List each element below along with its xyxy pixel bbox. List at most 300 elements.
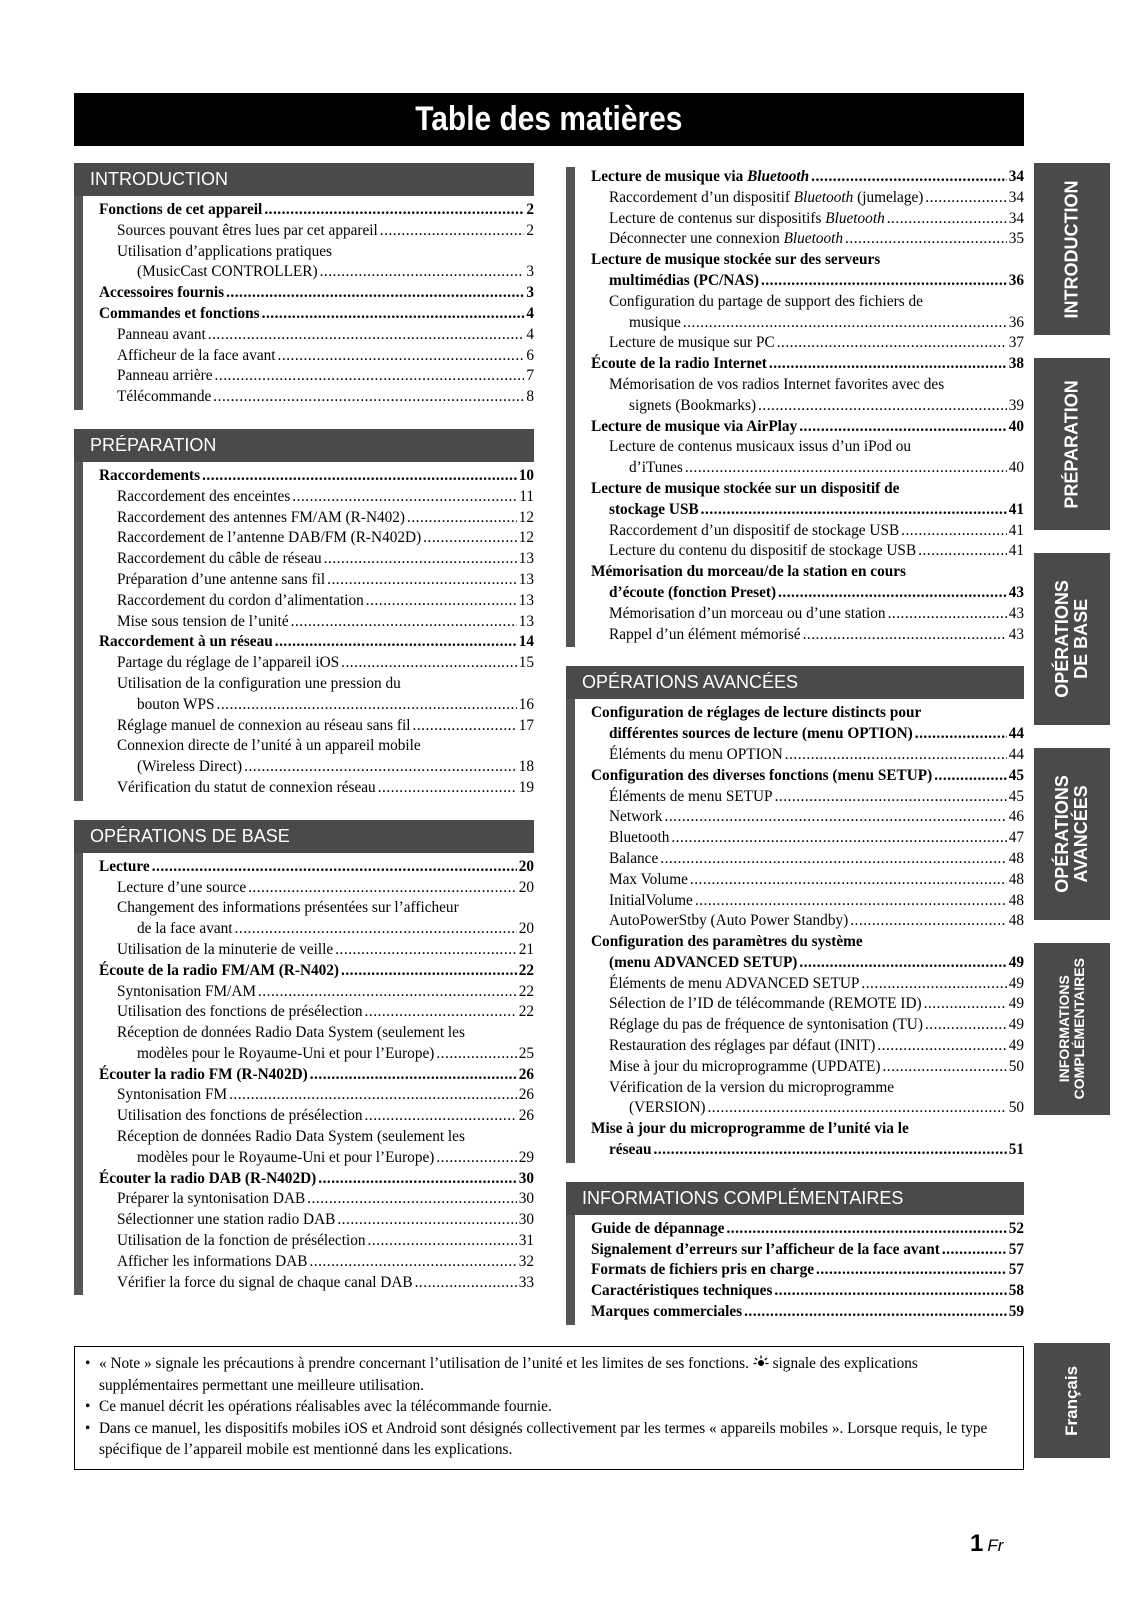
toc-entry[interactable] [591,911,1024,932]
toc-entry-page: 36 [1008,271,1024,289]
toc-entry-title: Configuration de réglages de lecture distincts pour [591,704,922,722]
toc-entry-page: 26 [518,1065,534,1083]
dot-leader [683,313,1007,334]
toc-entry-title: Sélectionner une station radio DAB [117,1211,336,1229]
toc-entry-page: 29 [518,1148,534,1166]
toc-entry-page: 35 [1008,230,1024,248]
dot-leader [335,940,516,961]
toc-entry-page: 30 [518,1190,534,1208]
dot-leader [690,870,1007,891]
toc-entries [83,853,534,1296]
dot-leader [777,333,1007,354]
toc-entry-page: 47 [1008,829,1024,847]
toc-entry-page: 26 [518,1086,534,1104]
toc-entry-page: 2 [526,201,534,218]
toc-entry [99,1127,534,1148]
toc-entry [99,242,534,263]
side-tab-operations-de-base[interactable]: OPÉRATIONS DE BASE [1034,553,1110,725]
dot-leader [850,911,1006,932]
toc-entry[interactable] [99,982,534,1003]
toc-entry[interactable] [591,994,1024,1015]
toc-entry-title: bouton WPS [137,695,215,713]
toc-entry-title: Restauration des réglages par défaut (INIT) [609,1037,876,1055]
toc-entry [591,479,1024,500]
toc-entry[interactable] [591,1260,1024,1281]
toc-entry-title: Lecture de contenus musicaux issus d’un iPod ou [609,438,912,456]
toc-entry-page: 39 [1008,396,1024,414]
dot-leader [660,849,1006,870]
toc-entry[interactable] [99,653,534,674]
toc-entry-page: 33 [518,1273,534,1291]
toc-entry[interactable] [591,953,1024,974]
dot-leader [365,1002,517,1023]
dot-leader [341,653,517,674]
toc-entry-title: Sources pouvant êtres lues par cet appareil [117,221,378,239]
toc-entry-page: 58 [1008,1282,1024,1300]
dot-leader [213,387,524,408]
toc-entry-page: 13 [518,570,534,588]
dot-leader [785,745,1007,766]
toc-entry[interactable] [591,458,1024,479]
toc-entry-title: Utilisation de la fonction de présélection [117,1232,366,1250]
dot-leader [701,500,1007,521]
toc-entry-title: AutoPowerStby (Auto Power Standby) [609,912,849,930]
dot-leader [278,346,525,367]
toc-entry-title: Éléments de menu ADVANCED SETUP [609,974,860,992]
section-header: OPÉRATIONS AVANCÉES [566,666,1024,699]
toc-entry-title: Configuration des diverses fonctions (menu SETUP) [591,766,933,784]
toc-entry-title: InitialVolume [609,891,693,909]
toc-entry-page: 10 [518,466,534,484]
toc-entry-page: 20 [518,878,534,896]
toc-entry-title: Écouter la radio DAB (R-N402D) [99,1169,317,1187]
toc-entry [99,736,534,757]
toc-left-column [74,163,534,1314]
toc-entry-page: 17 [518,716,534,734]
toc-entry[interactable] [99,1252,534,1273]
toc-entry-title: Raccordement du câble de réseau [117,550,322,568]
dot-leader [407,508,517,529]
dot-leader [685,458,1007,479]
toc-entry [591,1078,1024,1099]
toc-entry-title: Raccordement d’un dispositif de stockage USB [609,521,900,539]
dot-leader [778,583,1007,604]
toc-entry[interactable] [99,1044,534,1065]
toc-entry-page: 49 [1008,995,1024,1013]
toc-entries [83,196,534,410]
toc-entry[interactable] [591,396,1024,417]
note-item: • « Note » signale les précautions à prendre concernant l’utilisation de l’unité et les limites de ses fonctions. signale des explications supplémentaires permettant une meilleure utilisation. [85,1355,918,1394]
toc-entry[interactable] [99,570,534,591]
toc-entry-title: (VERSION) [629,1099,706,1117]
toc-entry[interactable] [99,1189,534,1210]
toc-entry[interactable] [99,221,534,242]
toc-right-column [566,167,1024,1344]
toc-entry[interactable] [591,1219,1024,1240]
toc-entry-title: Rappel d’un élément mémorisé [609,625,801,643]
dot-leader [248,878,517,899]
dot-leader [774,1281,1006,1302]
toc-entry[interactable] [591,766,1024,787]
toc-entry-title: Balance [609,849,659,867]
toc-entry-page: 57 [1008,1261,1024,1279]
toc-entry[interactable] [591,891,1024,912]
dot-leader [217,695,517,716]
toc-entry-page: 43 [1008,604,1024,622]
toc-entry-title: Signalement d’erreurs sur l’afficheur de la face avant [591,1240,940,1258]
toc-entry-title: Raccordement des enceintes [117,487,291,505]
toc-entry-page: 25 [518,1044,534,1062]
toc-entry-title: Préparation d’une antenne sans fil [117,570,326,588]
toc-entry[interactable] [591,745,1024,766]
page-title: Table des matières [74,93,1024,146]
toc-entry-page: 16 [518,695,534,713]
toc-entry-page: 48 [1008,870,1024,888]
dot-leader [744,1302,1007,1323]
toc-entry[interactable] [591,333,1024,354]
toc-entry-title: d’écoute (fonction Preset) [609,583,777,601]
toc-entry-title: Syntonisation FM [117,1086,228,1104]
toc-entry[interactable] [591,787,1024,808]
toc-entry [591,1119,1024,1140]
toc-entry[interactable] [591,1036,1024,1057]
dot-leader [726,1219,1006,1240]
toc-entry[interactable] [99,283,534,304]
dot-leader [307,1189,517,1210]
toc-entry[interactable] [591,604,1024,625]
toc-entry-title: modèles pour le Royaume-Uni et pour l’Europe) [137,1044,435,1062]
toc-entry-title: Vérifier la force du signal de chaque canal DAB [117,1273,413,1291]
toc-entry-page: 12 [518,508,534,526]
toc-entry[interactable] [591,229,1024,250]
toc-entry[interactable] [99,695,534,716]
dot-leader [799,417,1006,438]
dot-leader [318,1169,516,1190]
toc-entry-page: 34 [1008,188,1024,206]
dot-leader [877,1036,1006,1057]
toc-entry [591,437,1024,458]
toc-entry-page: 37 [1008,334,1024,352]
dot-leader [707,1098,1006,1119]
section-header: INTRODUCTION [74,163,534,196]
toc-entry-page: 45 [1008,766,1024,784]
toc-entry-title: Réglage du pas de fréquence de syntonisation (TU) [609,1016,923,1034]
toc-entry-title: Réception de données Radio Data System (seulement les [117,1024,465,1042]
toc-entry-title: modèles pour le Royaume-Uni et pour l’Europe) [137,1148,435,1166]
toc-entry-title: Afficher les informations DAB [117,1252,308,1270]
toc-entry-title: Utilisation des fonctions de présélection [117,1003,363,1021]
toc-entry-page: 13 [518,550,534,568]
toc-entry-title: Préparer la syntonisation DAB [117,1190,306,1208]
toc-entry-page: 18 [518,758,534,776]
toc-entry [99,674,534,695]
toc-entry [591,250,1024,271]
toc-entry-page: 30 [518,1211,534,1229]
toc-entry-title: Configuration des paramètres du système [591,933,863,951]
toc-entry-title: Raccordement des antennes FM/AM (R-N402) [117,508,406,526]
toc-entry[interactable] [591,1098,1024,1119]
toc-entry[interactable] [591,828,1024,849]
toc-entry-title: Caractéristiques techniques [591,1282,773,1300]
toc-entries [575,1215,1024,1325]
toc-entry-title: Lecture [99,857,150,875]
toc-entry[interactable] [99,1273,534,1294]
toc-entry-page: 50 [1008,1099,1024,1117]
dot-leader [337,1210,516,1231]
toc-entry[interactable] [99,632,534,653]
toc-section-continued [566,167,1024,647]
tip-icon [753,1355,769,1369]
toc-entry-page: 49 [1008,1016,1024,1034]
dot-leader [258,982,517,1003]
toc-entry-page: 6 [526,346,534,364]
toc-entry[interactable] [591,583,1024,604]
toc-entry-page: 11 [519,487,534,505]
dot-leader [235,919,517,940]
toc-entry-page: 26 [518,1107,534,1125]
dot-leader [915,724,1007,745]
note-item: • Dans ce manuel, les dispositifs mobiles iOS et Android sont désignés collectivement par les termes « appareils mobiles ». Lorsque requis, le type spécifique de l’appareil mobile est mentionné dans les explications. [85,1419,988,1458]
toc-entry-title: Network [609,808,663,826]
toc-entry[interactable] [99,919,534,940]
toc-entry-title: Écouter la radio FM (R-N402D) [99,1065,308,1083]
toc-entry[interactable] [591,167,1024,188]
toc-entry-title: Déconnecter une connexion Bluetooth [609,230,844,248]
toc-entry[interactable] [591,541,1024,562]
dot-leader [803,625,1007,646]
section-header: INFORMATIONS COMPLÉMENTAIRES [566,1182,1024,1215]
toc-entry[interactable] [591,521,1024,542]
toc-entry-title: de la face avant [137,920,233,938]
toc-entry-title: d’iTunes [629,459,683,477]
toc-entry[interactable] [99,528,534,549]
toc-entry[interactable] [99,304,534,325]
toc-entry[interactable] [99,1002,534,1023]
dot-leader [320,262,525,283]
toc-entry-title: Utilisation des fonctions de présélection [117,1107,363,1125]
dot-leader [423,528,517,549]
toc-entry[interactable] [99,366,534,387]
toc-entry[interactable] [99,508,534,529]
toc-entry[interactable] [99,591,534,612]
toc-entries [575,699,1024,1163]
toc-entry-page: 31 [518,1232,534,1250]
toc-entry-title: stockage USB [609,500,699,518]
toc-entry-title: Vérification du statut de connexion réseau [117,778,376,796]
toc-entry[interactable] [99,1210,534,1231]
toc-entry[interactable] [591,849,1024,870]
toc-entry-page: 4 [526,304,534,322]
toc-entry[interactable] [99,200,534,221]
toc-entry[interactable] [591,354,1024,375]
toc-entry-title: Syntonisation FM/AM [117,982,256,1000]
dot-leader [758,396,1007,417]
toc-entry-title: Marques commerciales [591,1303,743,1321]
toc-entry[interactable] [99,612,534,633]
dot-leader [310,1065,517,1086]
toc-entry[interactable] [99,778,534,799]
toc-entry[interactable] [99,1085,534,1106]
dot-leader [292,487,517,508]
toc-entry-page: 59 [1008,1303,1024,1321]
dot-leader [275,632,517,653]
toc-entry-title: Accessoires fournis [99,284,225,302]
toc-entry[interactable] [591,1240,1024,1261]
toc-entry-page: 14 [518,633,534,651]
dot-leader [665,807,1007,828]
toc-entry-page: 51 [1008,1141,1024,1159]
toc-entry[interactable] [99,346,534,367]
toc-entry[interactable] [99,325,534,346]
toc-entry-page: 38 [1008,355,1024,373]
toc-entry[interactable] [591,807,1024,828]
dot-leader [436,1148,516,1169]
side-tab-introduction[interactable]: INTRODUCTION [1034,163,1110,335]
dot-leader [816,1260,1007,1281]
toc-entry[interactable] [99,262,534,283]
toc-entry-title: Afficheur de la face avant [117,346,276,364]
toc-entry[interactable] [99,961,534,982]
toc-entry [99,898,534,919]
toc-entry-title: Éléments de menu SETUP [609,787,773,805]
toc-entry-title: Lecture de musique sur PC [609,334,775,352]
dot-leader [924,994,1007,1015]
toc-entry-title: Lecture de contenus sur dispositifs Bluetooth [609,209,885,227]
dot-leader [309,1252,516,1273]
toc-entry-page: 22 [518,1003,534,1021]
toc-entry[interactable] [99,1106,534,1127]
toc-entry[interactable] [591,1281,1024,1302]
toc-entry[interactable] [99,1065,534,1086]
toc-entry-title: Max Volume [609,870,688,888]
toc-entry[interactable] [591,870,1024,891]
toc-entry-title: Réception de données Radio Data System (seulement les [117,1128,465,1146]
toc-entry-title: Utilisation de la configuration une pression du [117,674,401,692]
toc-entry-title: Réglage manuel de connexion au réseau sans fil [117,716,411,734]
toc-entry-title: Connexion directe de l’unité à un appareil mobile [117,737,421,755]
toc-entry[interactable] [99,387,534,408]
toc-entry-title: (menu ADVANCED SETUP) [609,953,798,971]
toc-entry-title: Mise sous tension de l’unité [117,612,289,630]
toc-entry[interactable] [99,466,534,487]
toc-entry-page: 8 [526,388,534,406]
toc-entry [99,1023,534,1044]
side-tab-preparation[interactable]: PRÉPARATION [1034,358,1110,530]
toc-entry-page: 13 [518,591,534,609]
dot-leader [942,1240,1007,1261]
dot-leader [324,549,517,570]
toc-entry[interactable] [99,1169,534,1190]
toc-entry-title: Lecture du contenu du dispositif de stockage USB [609,542,917,560]
notes-box [74,1346,1024,1470]
dot-leader [671,828,1006,849]
toc-entry-title: Lecture de musique via AirPlay [591,417,798,435]
side-tab-operations-avancees[interactable]: OPÉRATIONS AVANCÉES [1034,748,1110,920]
dot-leader [695,891,1007,912]
dot-leader [215,366,525,387]
dot-leader [918,541,1007,562]
toc-entries [575,167,1024,647]
toc-entry-page: 40 [1008,417,1024,435]
toc-entry-page: 7 [526,367,534,385]
dot-leader [901,521,1007,542]
toc-entry-page: 50 [1008,1057,1024,1075]
dot-leader [262,304,525,325]
toc-entry-title: Raccordements [99,466,201,484]
toc-entry-title: Lecture de musique via Bluetooth [591,168,810,185]
toc-entry[interactable] [591,1140,1024,1161]
toc-section-operations-avancees [566,666,1024,1163]
toc-entry[interactable] [591,500,1024,521]
toc-entry-page: 19 [518,778,534,796]
toc-entry[interactable] [99,940,534,961]
toc-entry[interactable] [99,487,534,508]
toc-entry-title: Écoute de la radio Internet [591,355,767,373]
toc-entry[interactable] [99,878,534,899]
toc-entry [591,932,1024,953]
toc-entry[interactable] [591,1302,1024,1323]
toc-entry-title: Utilisation d’applications pratiques [117,242,332,260]
toc-entry-page: 43 [1008,625,1024,643]
dot-leader [761,271,1007,292]
dot-leader [811,167,1007,188]
toc-entry-page: 48 [1008,849,1024,867]
toc-entry[interactable] [591,271,1024,292]
toc-entry[interactable] [591,417,1024,438]
toc-entry[interactable] [99,1231,534,1252]
toc-entry-title: Mémorisation du morceau/de la station en cours [591,563,906,581]
dot-leader [152,857,517,878]
toc-entry[interactable] [99,857,534,878]
toc-entry-page: 49 [1008,974,1024,992]
toc-entry-title: (MusicCast CONTROLLER) [137,263,318,281]
toc-entry-title: Mise à jour du microprogramme (UPDATE) [609,1057,881,1075]
toc-entry-title: Lecture d’une source [117,878,247,896]
toc-entry[interactable] [591,625,1024,646]
side-tab-informations-complementaires[interactable]: INFORMATIONS COMPLÉMENTAIRES [1034,943,1110,1115]
dot-leader [653,1140,1006,1161]
toc-entry-title: Éléments du menu OPTION [609,745,783,763]
toc-entry[interactable] [591,974,1024,995]
toc-entry-title: Mise à jour du microprogramme de l’unité via le [591,1120,909,1138]
toc-entry[interactable] [591,1015,1024,1036]
toc-entry[interactable] [99,757,534,778]
toc-entry-title: Mémorisation d’un morceau ou d’une station [609,604,886,622]
toc-entry[interactable] [591,1057,1024,1078]
toc-entry[interactable] [591,313,1024,334]
dot-leader [264,200,524,221]
toc-entry[interactable] [99,716,534,737]
toc-entry[interactable] [591,724,1024,745]
toc-section-preparation [74,429,534,801]
toc-entry[interactable] [591,209,1024,230]
toc-entry-page: 34 [1008,209,1024,227]
toc-entry-page: 45 [1008,787,1024,805]
toc-entry-page: 13 [518,612,534,630]
toc-entry-page: 20 [518,920,534,938]
toc-entry-title: Bluetooth [609,829,670,847]
toc-entry-page: 40 [1008,459,1024,477]
dot-leader [769,354,1007,375]
toc-entry-page: 22 [518,961,534,979]
toc-entry-page: 30 [518,1169,534,1187]
toc-entry[interactable] [99,1148,534,1169]
toc-entry-title: Raccordement à un réseau [99,633,273,651]
toc-entry-title: Lecture de musique stockée sur des serveurs [591,251,881,269]
toc-entry [591,375,1024,396]
toc-entry[interactable] [99,549,534,570]
toc-entry[interactable] [591,188,1024,209]
